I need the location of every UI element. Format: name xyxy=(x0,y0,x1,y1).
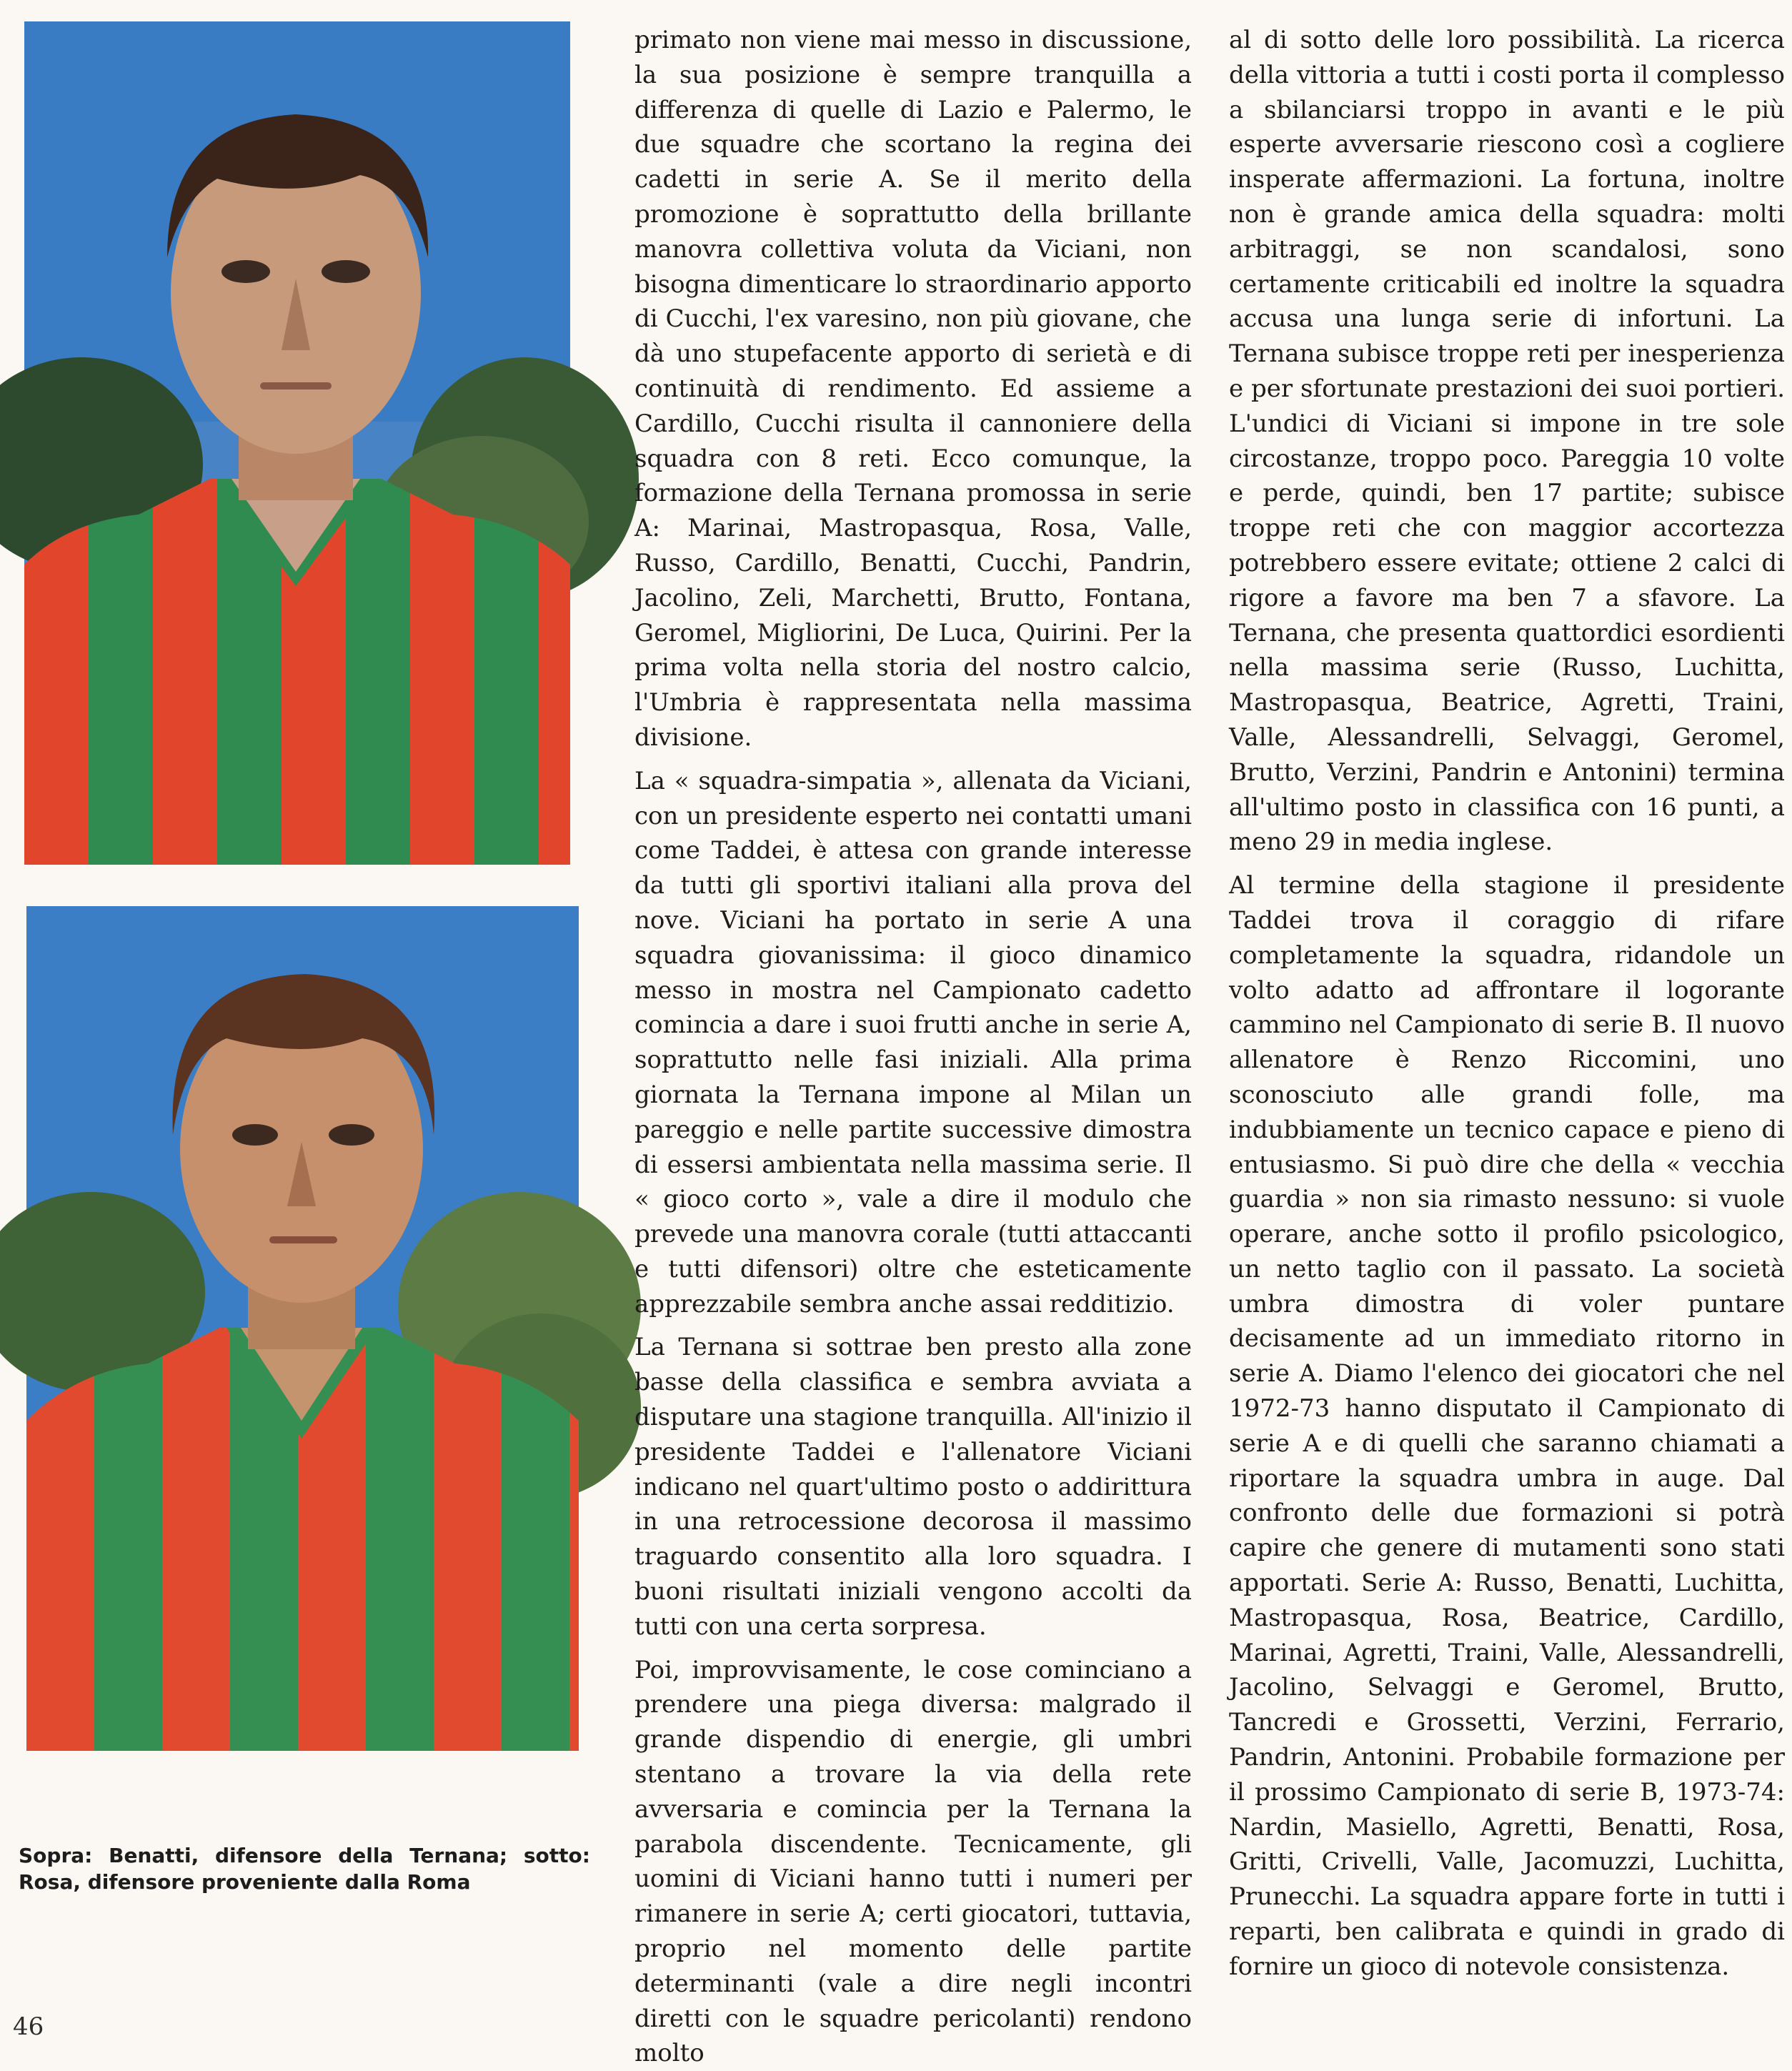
article-column-1 xyxy=(634,23,1193,2068)
photo-benatti xyxy=(24,21,570,865)
photo-rosa xyxy=(26,906,579,1751)
portrait-benatti-image xyxy=(24,21,570,865)
article-paragraph: La Ternana si sottrae ben presto alla zone basse della classifica e sembra avviata a disputare una stagione tranquilla. All'inizio il presidente Taddei e l'allenatore Viciani indicano nel quart'ultimo posto o addirittura in una retrocessione decorosa il massimo traguardo consentito alla loro squadra. I buoni risultati iniziali vengono accolti da tutti con una certa sorpresa. xyxy=(634,1333,1192,1641)
page-number: 46 xyxy=(13,2012,44,2041)
article-column-2 xyxy=(1229,23,1785,2017)
article-paragraph: Al termine della stagione il presidente Taddei trova il coraggio di rifare completamente la squadra, ridandole un volto adatto ad affrontare il logorante cammino nel Campionato di serie B. Il nuovo allenatore è Renzo Riccomini, uno sconosciuto alle grandi folle, ma indubbiamente un tecnico capace e pieno di entusiasmo. Si può dire che della « vecchia guardia » non sia rimasto nessuno: si vuole operare, anche sotto il profilo psicologico, un netto taglio con il passato. La società umbra dimostra di voler puntare decisamente ad un immediato ritorno in serie A. Diamo l'elenco dei giocatori che nel 1972-73 hanno disputato il Campionato di serie A e di quelli che saranno chiamati a riportare la squadra umbra in auge. Dal confronto delle due formazioni si potrà capire che genere di mutamenti sono stati apportati. Serie A: Russo, Benatti, Luchitta, Mastropasqua, Rosa, Beatrice, Cardillo, Marinai, Agretti, Traini, Valle, Alessandrelli, Jacolino, Selvaggi e Geromel, Brutto, Tancredi e Grossetti, Verzini, Ferrario, Pandrin, Antonini. Probabile formazione per il prossimo Campionato di serie B, 1973-74: Nardin, Masiello, Agretti, Benatti, Rosa, Gritti, Crivelli, Valle, Jacomuzzi, Luchitta, Prunecchi. La squadra appare forte in tutti i reparti, ben calibrata e quindi in grado di fornire un gioco di notevole consistenza. xyxy=(1229,871,1785,1981)
portrait-rosa-image xyxy=(26,906,579,1751)
article-paragraph: primato non viene mai messo in discussione, la sua posizione è sempre tranquilla a differenza di quelle di Lazio e Palermo, le due squadre che scortano la regina dei cadetti in serie A. Se il merito della promozione è soprattutto della brillante manovra collettiva voluta da Viciani, non bisogna dimenticare lo straordinario apporto di Cucchi, l'ex varesino, non più giovane, che dà uno stupefacente apporto di serietà e di continuità di rendimento. Ed assieme a Cardillo, Cucchi risulta il cannoniere della squadra con 8 reti. Ecco comunque, la formazione della Ternana promossa in serie A: Marinai, Mastropasqua, Rosa, Valle, Russo, Cardillo, Benatti, Cucchi, Pandrin, Jacolino, Zeli, Marchetti, Brutto, Fontana, Geromel, Migliorini, De Luca, Quirini. Per la prima volta nella storia del nostro calcio, l'Umbria è rappresentata nella massima divisione. xyxy=(634,26,1193,752)
article-paragraph: al di sotto delle loro possibilità. La ricerca della vittoria a tutti i costi porta il complesso a sbilanciarsi troppo in avanti e le più esperte avversarie riescono così a cogliere insperate affermazioni. La fortuna, inoltre non è grande amica della squadra: molti arbitraggi, se non scandalosi, sono certamente criticabili ed inoltre la squadra accusa una lunga serie di infortuni. La Ternana subisce troppe reti per inesperienza e per sfortunate prestazioni dei suoi portieri. L'undici di Viciani si impone in tre sole circostanze, troppo poco. Pareggia 10 volte e perde, quindi, ben 17 partite; subisce troppe reti che con maggior accortezza potrebbero essere evitate; ottiene 2 calci di rigore a favore ma ben 7 a sfavore. La Ternana, che presenta quattordici esordienti nella massima serie (Russo, Luchitta, Mastropasqua, Beatrice, Agretti, Traini, Valle, Alessandrelli, Selvaggi, Geromel, Brutto, Verzini, Pandrin e Antonini) termina all'ultimo posto in classifica con 16 punti, a meno 29 in media inglese. xyxy=(1229,26,1785,857)
article-paragraph: Poi, improvvisamente, le cose cominciano a prendere una piega diversa: malgrado il grande dispendio di energie, gli umbri stentano a trovare la via della rete avversaria e comincia per la Ternana la parabola discendente. Tecnicamente, gli uomini di Viciani hanno tutti i numeri per rimanere in serie A; certi giocatori, tuttavia, proprio nel momento delle partite determinanti (vale a dire negli incontri diretti con le squadre pericolanti) rendono molto xyxy=(634,1655,1192,2068)
article-paragraph: La « squadra-simpatia », allenata da Viciani, con un presidente esperto nei contatti umani come Taddei, è attesa con grande interesse da tutti gli sportivi italiani alla prova del nove. Viciani ha portato in serie A una squadra giovanissima: il gioco dinamico messo in mostra nel Campionato cadetto comincia a dare i suoi frutti anche in serie A, soprattutto nelle fasi iniziali. Alla prima giornata la Ternana impone al Milan un pareggio e nelle partite successive dimostra di essersi ambientata nella massima serie. Il « gioco corto », vale a dire il modulo che prevede una manovra corale (tutti attaccanti e tutti difensori) oltre che esteticamente apprezzabile sembra anche assai redditizio. xyxy=(634,766,1192,1318)
photo-caption: Sopra: Benatti, difensore della Ternana; sotto: Rosa, difensore proveniente dalla Roma xyxy=(19,1844,590,1894)
